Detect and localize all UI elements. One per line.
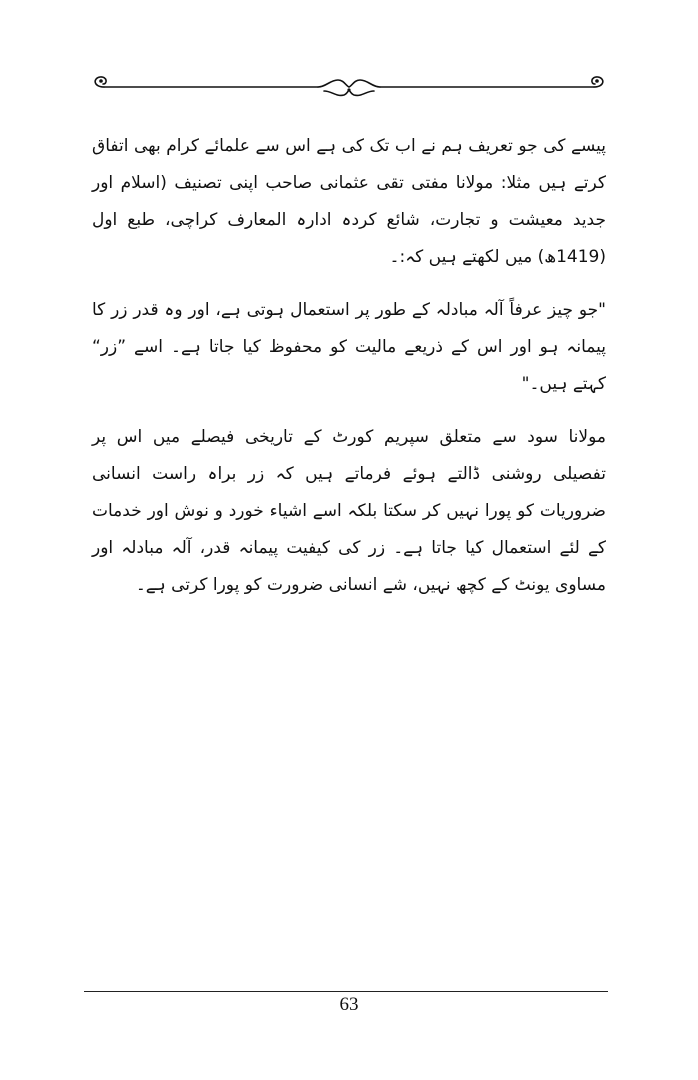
paragraph-quote: "جو چیز عرفاً آلہ مبادلہ کے طور پر استعمال ہوتی ہے، اور وہ قدر زر کا پیمانہ ہو اور اس کے ذریعے مالیت کو محفوظ کیا جاتا ہے۔ اسے ”زر“ کہتے ہیں۔" <box>92 300 606 394</box>
page-number: 63 <box>339 994 359 1015</box>
paragraph-definition: پیسے کی جو تعریف ہم نے اب تک کی ہے اس سے علمائے کرام بھی اتفاق کرتے ہیں مثلا: مولانا مفتی تقی عثمانی صاحب اپنی تصنیف (اسلام اور جدید معیشت و تجارت، شائع کردہ ادارہ المعارف کراچی، طبع اول (1419ھ) میں لکھتے ہیں کہ:۔ <box>92 136 606 267</box>
footer-rule <box>84 991 608 992</box>
paragraph-court-ruling: مولانا سود سے متعلق سپریم کورٹ کے تاریخی فیصلے میں اس پر تفصیلی روشنی ڈالتے ہوئے فرماتے ہیں کہ زر براہ راست انسانی ضروریات کو پورا نہیں کر سکتا بلکہ اسے اشیاء خورد و نوش اور خدمات کے لئے استعمال کیا جاتا ہے۔ زر کی کیفیت پیمانہ قدر، آلہ مبادلہ اور مساوی یونٹ کے کچھ نہیں، شے انسانی ضرورت کو پورا کرتی ہے۔ <box>92 427 606 595</box>
page-body <box>92 128 606 604</box>
ornamental-divider-icon <box>88 70 610 106</box>
